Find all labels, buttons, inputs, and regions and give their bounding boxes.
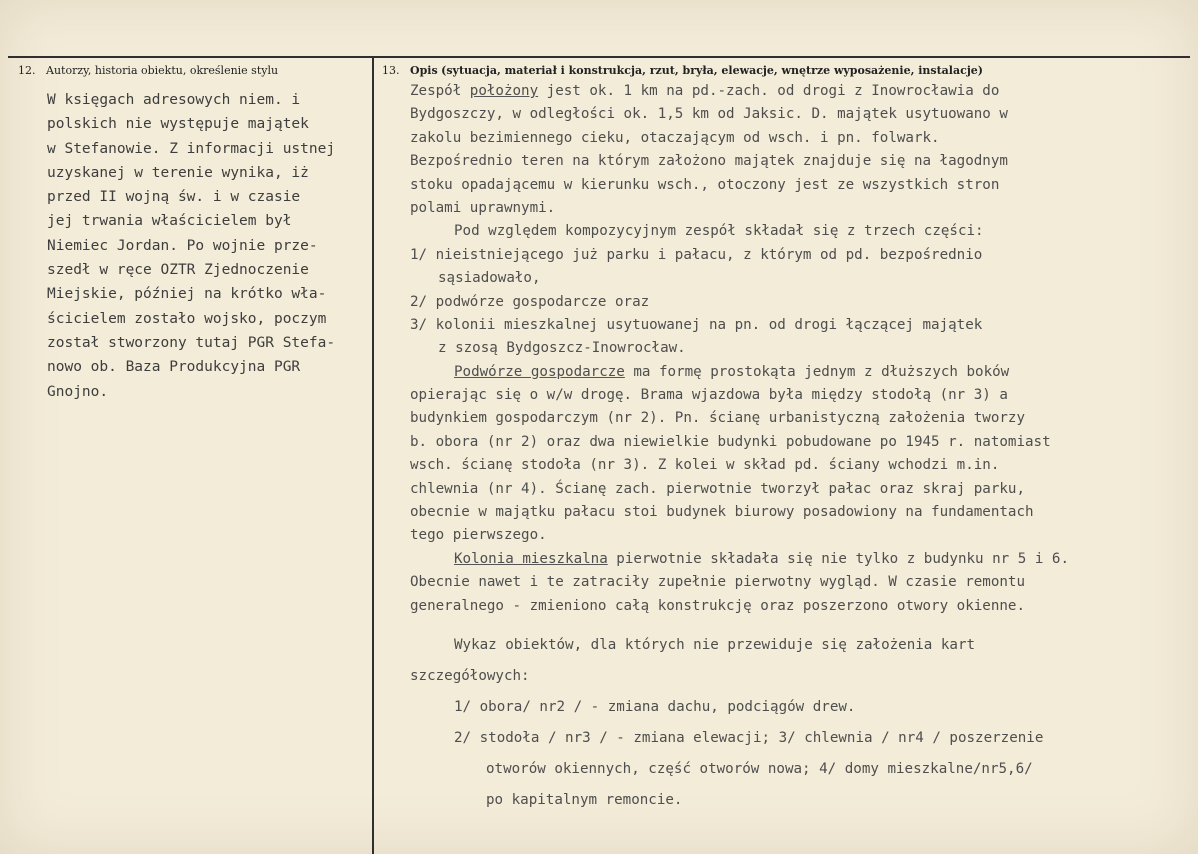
section-12-label: Autorzy, historia obiektu, określenie stylu — [46, 64, 279, 77]
section-13-number: 13. — [382, 64, 400, 77]
section-12-header — [18, 64, 278, 77]
description-line: 2/ podwórze gospodarcze oraz — [410, 293, 650, 310]
history-line: przed II wojną św. i w czasie — [47, 189, 301, 206]
description-line: Bydgoszczy, w odległości ok. 1,5 km od Jaksic. D. majątek usytuowano w — [410, 106, 1008, 123]
history-line: ścicielem zostało wojsko, poczym — [47, 310, 327, 327]
description-line: chlewnia (nr 4). Ścianę zach. pierwotnie tworzył pałac oraz skraj parku, — [410, 480, 1025, 497]
section-13-header — [382, 64, 983, 77]
description-line: obecnie w majątku pałacu stoi budynek biurowy posadowiony na fundamentach — [410, 504, 1034, 521]
description-line: Obecnie nawet i te zatraciły zupełnie pierwotny wygląd. W czasie remontu — [410, 574, 1025, 591]
history-line: Miejskie, później na krótko wła- — [47, 286, 327, 303]
description-line: 1/ nieistniejącego już parku i pałacu, z którym od pd. bezpośrednio — [410, 246, 983, 263]
text-run: pierwotnie składała się nie tylko z budynku nr 5 i 6. — [607, 550, 1069, 567]
text-run: ma formę prostokąta jednym z dłuższych boków — [624, 363, 1010, 380]
section-13-label: Opis — [410, 64, 438, 77]
description-line: Bezpośrednio teren na którym założono majątek znajduje się na łagodnym — [410, 153, 1008, 170]
section-13-sublabel: (sytuacja, materiał i konstrukcja, rzut, bryła, elewacje, wnętrze wyposażenie, instalacje) — [441, 64, 983, 77]
description-line — [410, 80, 1180, 103]
list-item: otworów okiennych, część otworów nowa; 4/ domy mieszkalne/nr5,6/ — [486, 760, 1033, 777]
description-line: budynkiem gospodarczym (nr 2). Pn. ścianę urbanistyczną założenia tworzy — [410, 410, 1025, 427]
description-line: z szosą Bydgoszcz-Inowrocław. — [438, 340, 686, 357]
history-line: Niemiec Jordan. Po wojnie prze- — [47, 237, 318, 254]
description-line — [410, 548, 1180, 571]
description-line: Pod względem kompozycyjnym zespół składał się z trzech części: — [454, 223, 984, 240]
list-intro: szczegółowych: — [410, 667, 530, 684]
history-line: szedł w ręce OZTR Zjednoczenie — [47, 262, 309, 279]
history-line: Gnojno. — [47, 383, 109, 400]
history-line: W księgach adresowych niem. i — [47, 92, 301, 108]
history-line: jej trwania właścicielem był — [47, 213, 292, 230]
underlined-term: położony — [469, 83, 539, 99]
description-line: sąsiadowało, — [438, 270, 541, 287]
description-line: tego pierwszego. — [410, 527, 547, 544]
history-line: polskich nie występuje majątek — [47, 116, 309, 133]
history-line: uzyskanej w terenie wynika, iż — [47, 164, 309, 181]
underlined-term: Kolonia mieszkalna — [454, 550, 608, 567]
description-line: b. obora (nr 2) oraz dwa niewielkie budynki pobudowane po 1945 r. natomiast — [410, 433, 1051, 450]
text-run: jest ok. 1 km na pd.-zach. od drogi z Inowrocławia do — [538, 83, 1000, 99]
description-line: generalnego - zmieniono całą konstrukcję oraz poszerzono otwory okienne. — [410, 597, 1025, 614]
text-run: Zespół — [410, 83, 470, 99]
description-line — [410, 361, 1180, 384]
list-item: po kapitalnym remoncie. — [486, 791, 683, 808]
top-rule — [8, 56, 1190, 58]
description-line: wsch. ścianę stodoła (nr 3). Z kolei w skład pd. ściany wchodzi m.in. — [410, 457, 1000, 474]
history-text — [47, 88, 377, 404]
description-line: opierając się o w/w drogę. Brama wjazdowa była między stodołą (nr 3) a — [410, 387, 1008, 404]
spacer — [410, 618, 1180, 630]
history-line: został stworzony tutaj PGR Stefa- — [47, 334, 336, 351]
list-item: 2/ stodoła / nr3 / - zmiana elewacji; 3/ chlewnia / nr4 / poszerzenie — [454, 729, 1044, 746]
list-intro: Wykaz obiektów, dla których nie przewiduje się założenia kart — [454, 636, 976, 653]
underlined-term: Podwórze gospodarcze — [454, 363, 625, 380]
description-line: stoku opadającemu w kierunku wsch., otoczony jest ze wszystkich stron — [410, 176, 1000, 193]
history-line: nowo ob. Baza Produkcyjna PGR — [47, 359, 301, 376]
description-line: zakolu bezimiennego cieku, otaczającym od wsch. i pn. folwark. — [410, 129, 940, 146]
history-line: w Stefanowie. Z informacji ustnej — [47, 140, 336, 157]
section-12-number: 12. — [18, 64, 36, 77]
description-text — [410, 80, 1180, 816]
list-item: 1/ obora/ nr2 / - zmiana dachu, podciągów drew. — [454, 698, 856, 715]
description-line: 3/ kolonii mieszkalnej usytuowanej na pn. od drogi łączącej majątek — [410, 316, 983, 333]
description-line: polami uprawnymi. — [410, 199, 556, 216]
